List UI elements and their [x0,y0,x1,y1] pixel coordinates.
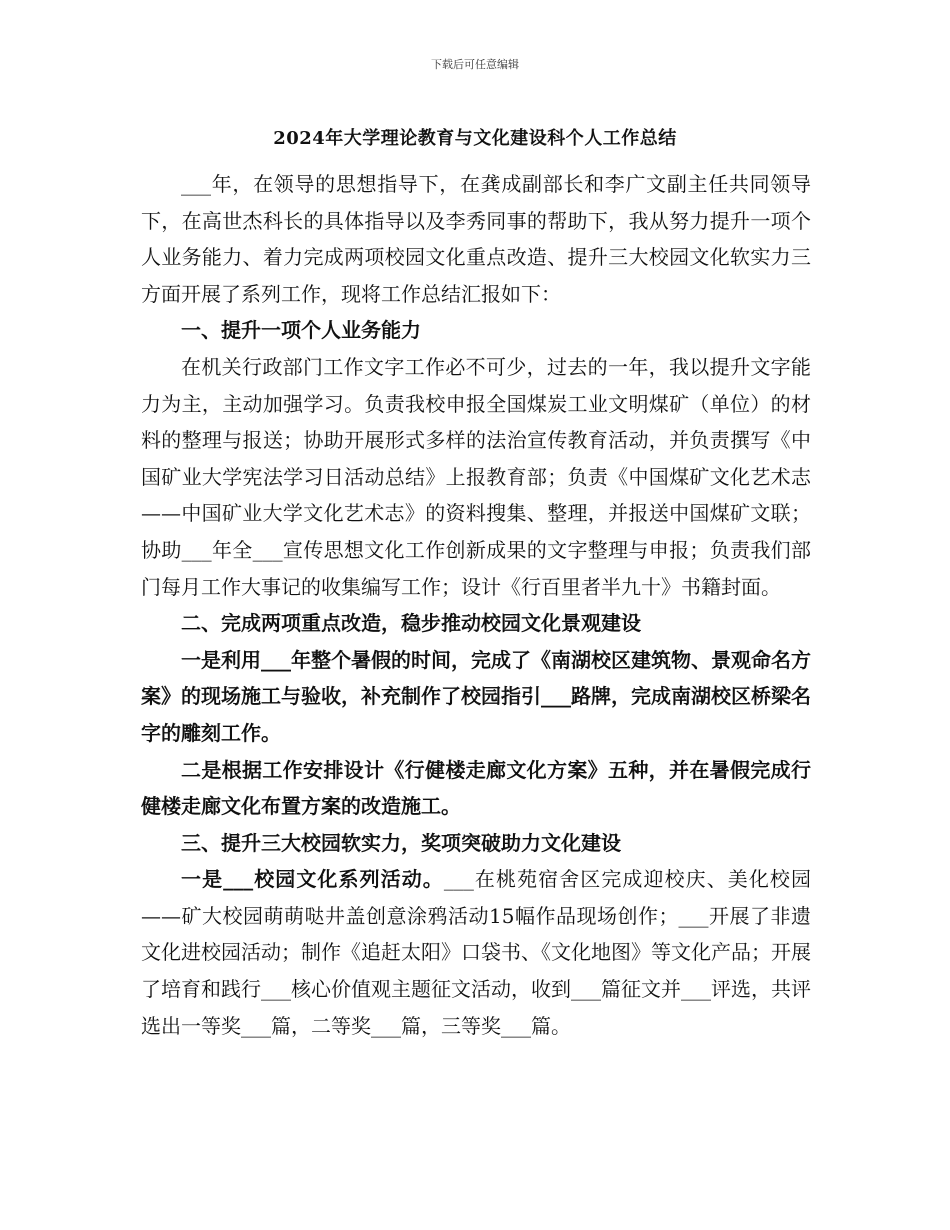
document-body [141,166,811,1044]
section-1-paragraph: 在机关行政部门工作文字工作必不可少，过去的一年，我以提升文字能力为主，主动加强学习。负责我校申报全国煤炭工业文明煤矿（单位）的材料的整理与报送；协助开展形式多样的法治宣传教育活动，并负责撰写《中国矿业大学宪法学习日活动总结》上报教育部；负责《中国煤矿文化艺术志——中国矿业大学文化艺术志》的资料搜集、整理，并报送中国煤矿文联；协助___年全___宣传思想文化工作创新成果的文字整理与申报；负责我们部门每月工作大事记的收集编写工作；设计《行百里者半九十》书籍封面。 [141,354,811,599]
section-heading-1: 一、提升一项个人业务能力 [181,318,421,343]
header-note: 下载后可任意编辑 [431,58,519,71]
section-3-paragraph-1 [141,861,811,1044]
section-3-paragraph-1-lead: 一是___校园文化系列活动。 [181,867,444,892]
section-heading-2: 二、完成两项重点改造，稳步推动校园文化景观建设 [181,611,641,636]
intro-paragraph: ___年，在领导的思想指导下，在龚成副部长和李广文副主任共同领导下，在高世杰科长的具体指导以及李秀同事的帮助下，我从努力提升一项个人业务能力、着力完成两项校园文化重点改造、提升三大校园文化软实力三方面开展了系列工作，现将工作总结汇报如下： [141,172,811,306]
section-2-paragraph-2: 二是根据工作安排设计《行健楼走廊文化方案》五种，并在暑假完成行健楼走廊文化布置方案的改造施工。 [141,757,811,819]
section-2-paragraph-1: 一是利用___年整个暑假的时间，完成了《南湖校区建筑物、景观命名方案》的现场施工与验收，补充制作了校园指引___路牌，完成南湖校区桥梁名字的雕刻工作。 [141,647,811,745]
section-3-paragraph-1-rest: ___在桃苑宿舍区完成迎校庆、美化校园——矿大校园萌萌哒井盖创意涂鸦活动15幅作品现场创作；___开展了非遗文化进校园活动；制作《追赶太阳》口袋书、《文化地图》等文化产品；开展了培育和践行___核心价值观主题征文活动，收到___篇征文并___评选，共评选出一等奖___篇，二等奖___篇，三等奖___篇。 [141,867,812,1038]
section-heading-3: 三、提升三大校园软实力，奖项突破助力文化建设 [181,830,621,855]
document-title: 2024年大学理论教育与文化建设科个人工作总结 [273,128,677,149]
